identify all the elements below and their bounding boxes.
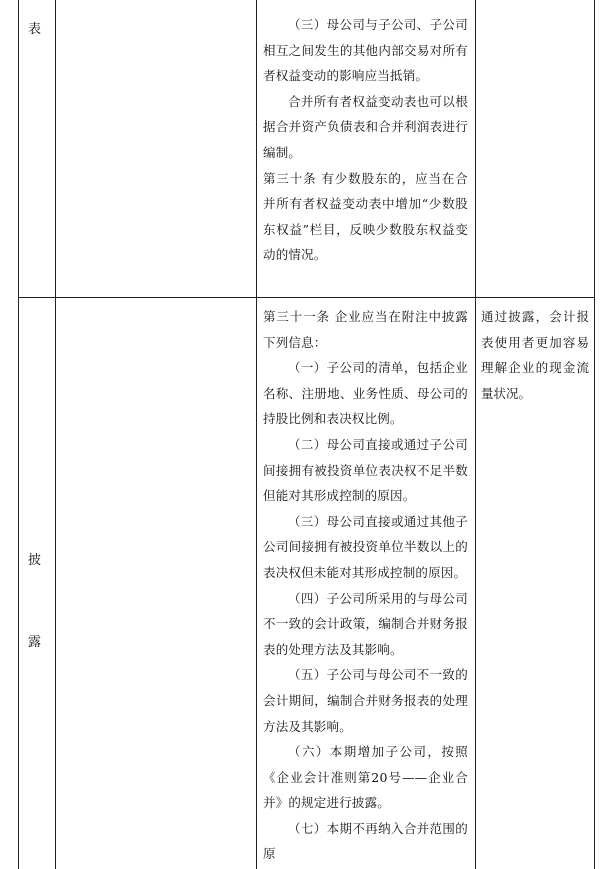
table-border-right	[594, 0, 595, 869]
paragraph: 合并所有者权益变动表也可以根据合并资产负债表和合并利润表进行编制。	[263, 93, 468, 160]
list-item: （三）母公司直接或通过其他子公司间接拥有被投资单位半数以上的表决权但未能对其形成控制的原因。	[263, 513, 468, 580]
list-item: （六）本期增加子公司，按照《企业会计准则第20号——企业合并》的规定进行披露。	[263, 744, 468, 811]
article-31-paragraph: 第三十一条 企业应当在附注中披露下列信息：	[263, 309, 468, 350]
column-divider-1	[55, 0, 56, 869]
table-border-left	[18, 0, 19, 869]
row2-category-label-top: 披	[28, 553, 42, 568]
row2-content	[263, 304, 468, 867]
list-item: （一）子公司的清单，包括企业名称、注册地、业务性质、母公司的持股比例和表决权比例。	[263, 360, 468, 427]
row-divider	[18, 297, 595, 298]
row2-category-label-bottom: 露	[28, 635, 42, 650]
column-divider-3	[475, 0, 476, 869]
list-item: （五）子公司与母公司不一致的会计期间，编制合并财务报表的处理方法及其影响。	[263, 667, 468, 734]
article-30-paragraph: 第三十条 有少数股东的，应当在合并所有者权益变动表中增加“少数股东权益”栏目，反映少数股东权益变动的情况。	[263, 170, 468, 263]
list-item: （二）母公司直接或通过子公司间接拥有被投资单位表决权不足半数但能对其形成控制的原因。	[263, 436, 468, 504]
column-divider-2	[256, 0, 257, 869]
paragraph: （三）母公司与子公司、子公司相互之间发生的其他内部交易对所有者权益变动的影响应当抵销。	[263, 17, 468, 84]
row1-content	[263, 12, 468, 268]
row1-category-label: 表	[28, 22, 42, 37]
list-item: （七）本期不再纳入合并范围的原	[263, 820, 468, 862]
list-item: （四）子公司所采用的与母公司不一致的会计政策，编制合并财务报表的处理方法及其影响。	[263, 590, 468, 657]
row2-comment: 通过披露，会计报表使用者更加容易理解企业的现金流量状况。	[481, 309, 589, 401]
